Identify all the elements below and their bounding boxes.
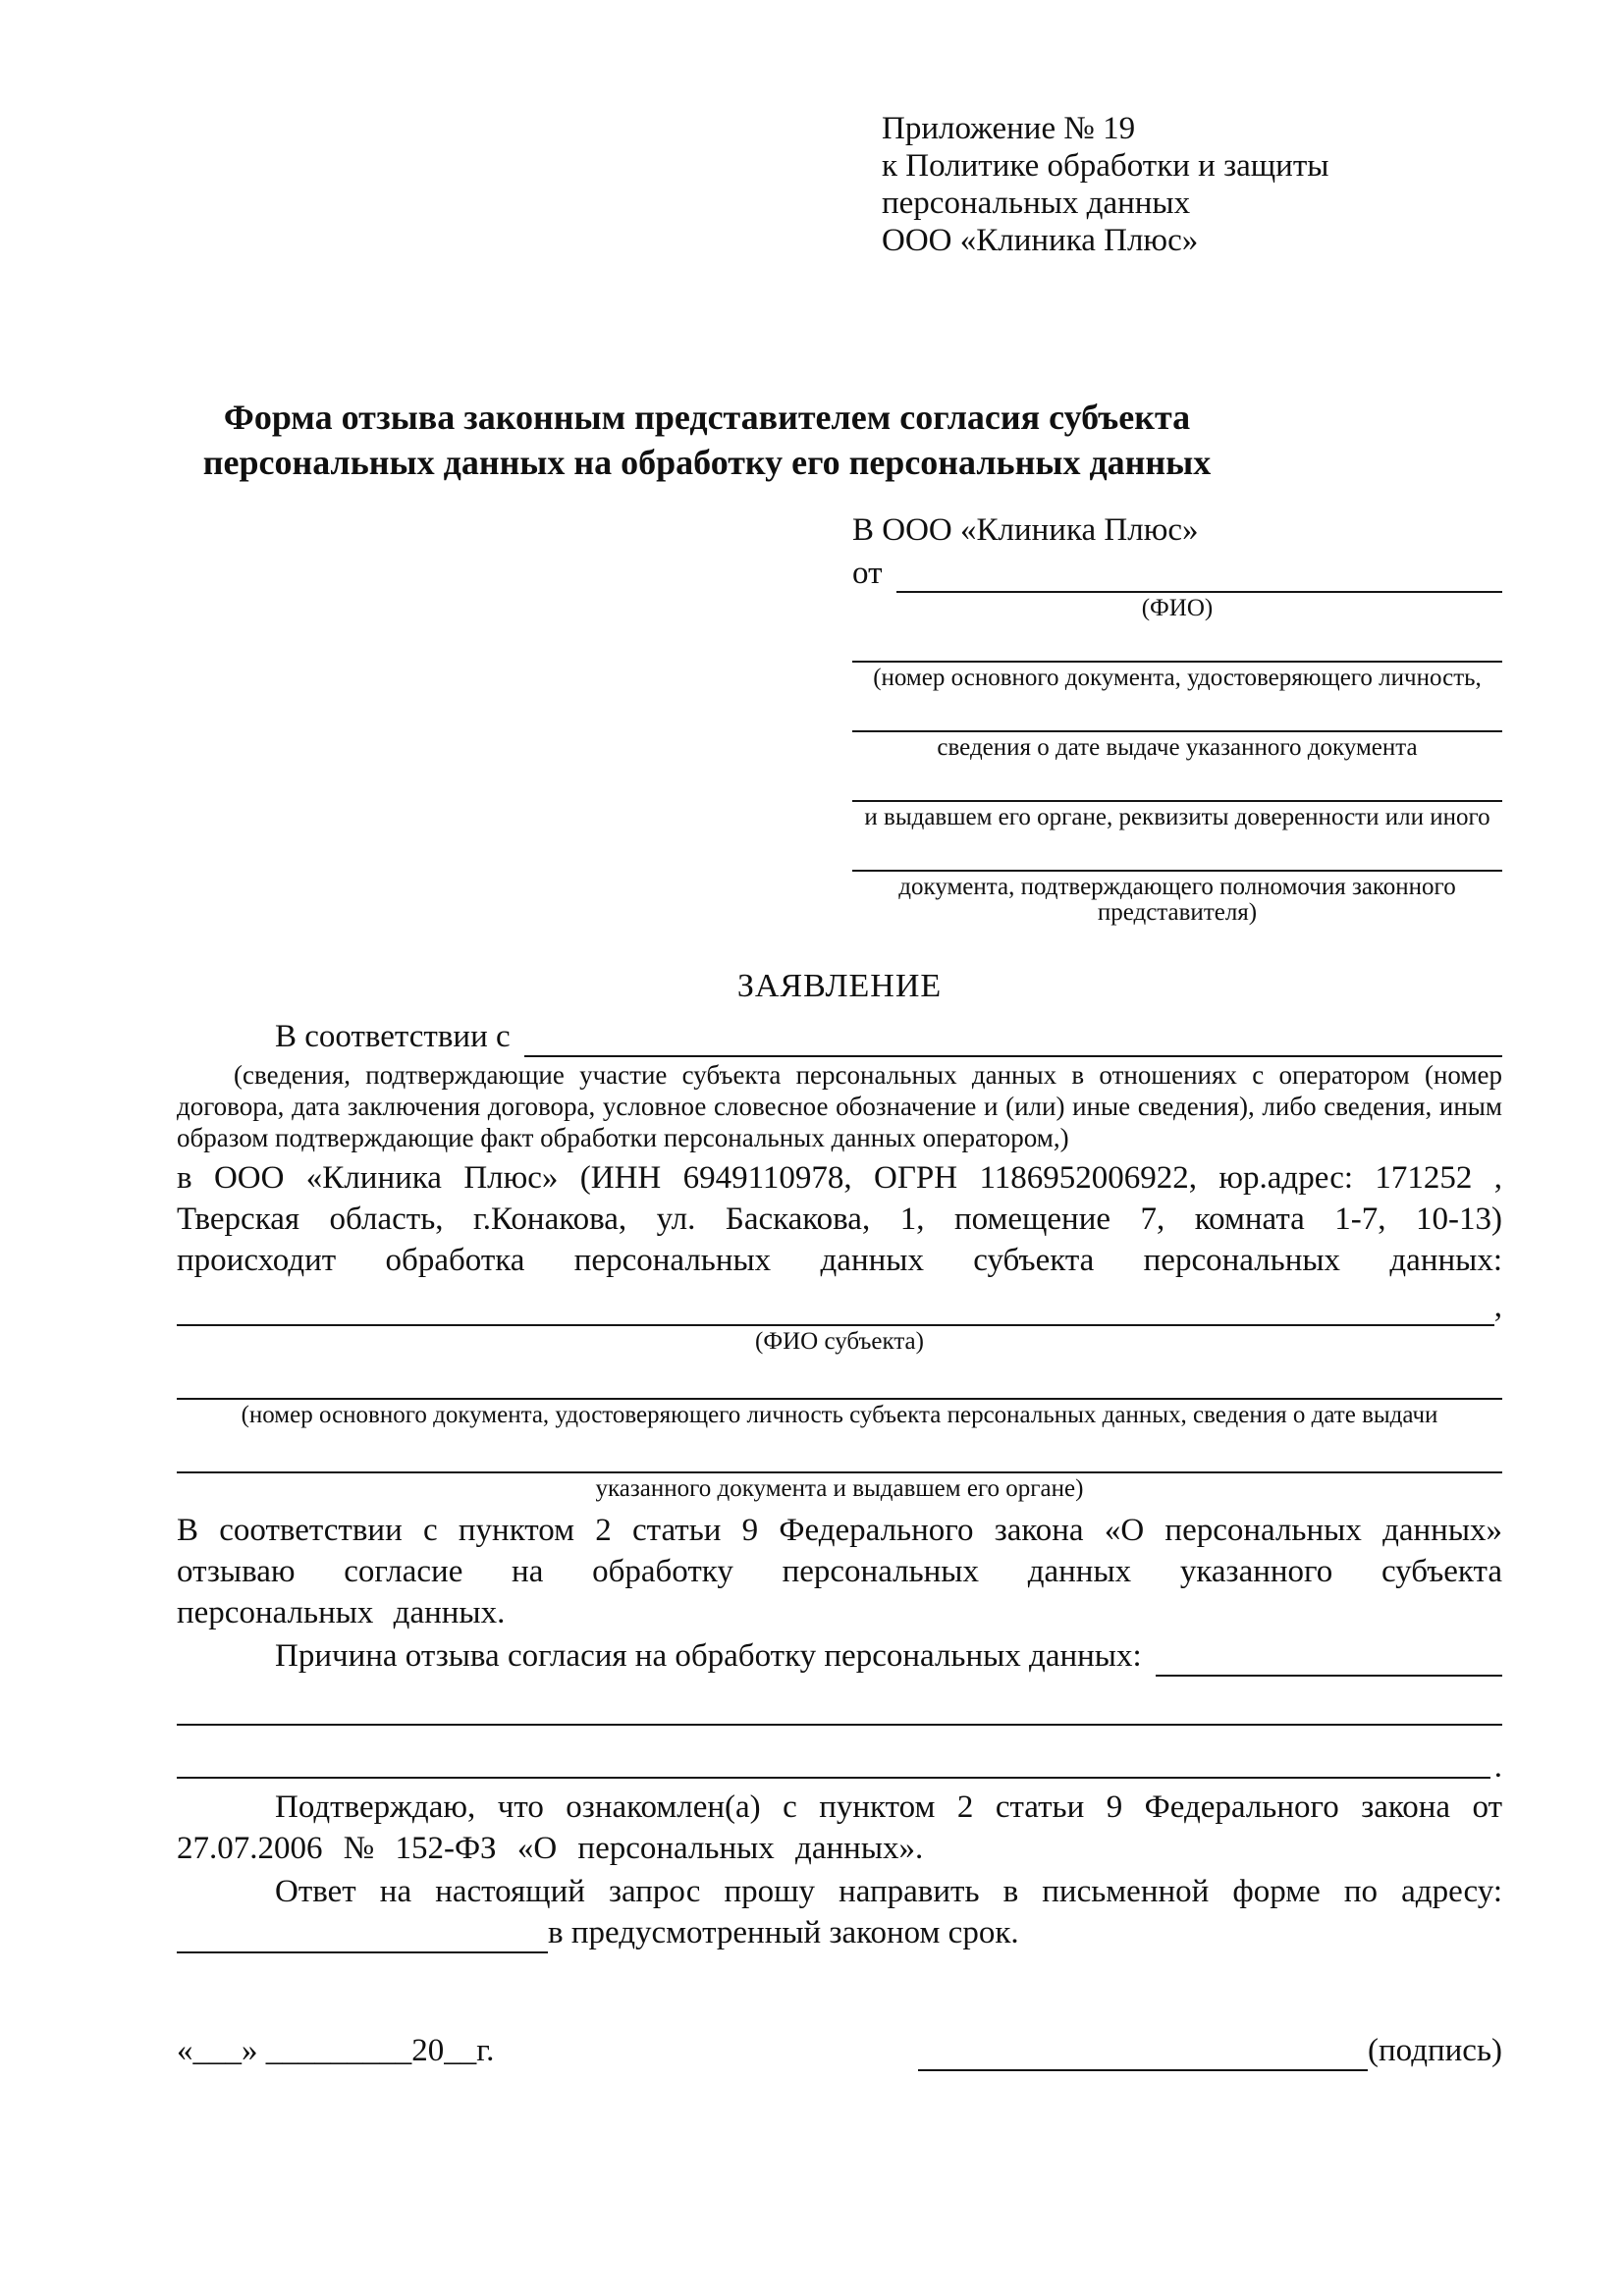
document-title: Форма отзыва законным представителем согласия субъекта персональных данных на обработку его персональных данных — [202, 398, 1212, 482]
subject-doc-authority-field[interactable] — [177, 1471, 1502, 1473]
doc-number-caption: (номер основного документа, удостоверяющего личность, — [873, 665, 1482, 691]
issue-date-caption: сведения о дате выдаче указанного документа — [937, 734, 1418, 761]
signature-group — [918, 2030, 1502, 2071]
reason-field-line-3 — [177, 1749, 1502, 1785]
doc-issue-date-field[interactable] — [852, 730, 1502, 732]
reply-paragraph: Ответ на настоящий запрос прошу направить в письменной форме по адресу: — [275, 1874, 1502, 1909]
basis-prefix: В соответствии с — [275, 1019, 511, 1054]
law-paragraph: В соответствии с пунктом 2 статьи 9 Федерального закона «О персональных данных» отзываю согласие на обработку персональных данных указанного субъекта персональных данных. — [177, 1513, 1502, 1630]
reason-field-line-3-rule[interactable] — [177, 1777, 1490, 1779]
reason-field[interactable] — [1156, 1675, 1502, 1677]
issuing-authority-caption: и выдавшем его органе, реквизиты доверенности или иного — [864, 804, 1490, 830]
reason-field-line-2[interactable] — [177, 1724, 1502, 1726]
statement-heading: ЗАЯВЛЕНИЕ — [736, 968, 943, 1004]
basis-row — [177, 1016, 1502, 1057]
basis-field[interactable] — [524, 1055, 1502, 1057]
representative-doc-number-field[interactable] — [852, 661, 1502, 663]
reason-label: Причина отзыва согласия на обработку персональных данных: — [275, 1638, 1142, 1674]
representative-fio-field[interactable] — [896, 591, 1503, 593]
subject-fio-caption: (ФИО субъекта) — [755, 1328, 924, 1355]
appendix-header-line: ООО «Клиника Плюс» — [882, 223, 1199, 258]
footer-row — [177, 2030, 1502, 2071]
appendix-header — [882, 110, 1502, 259]
reason-period: . — [1493, 1749, 1502, 1785]
subject-fio-row — [177, 1287, 1502, 1326]
from-label: от — [852, 556, 883, 591]
confirmation-paragraph: Подтверждаю, что ознакомлен(а) с пунктом 2 статьи 9 Федерального закона от 27.07.2006 № 152-ФЗ «О персональных данных». — [177, 1789, 1502, 1866]
issuing-authority-field[interactable] — [852, 800, 1502, 802]
attorney-document-caption: документа, подтверждающего полномочия законного представителя) — [898, 874, 1456, 926]
reason-row — [177, 1635, 1502, 1677]
reply-address-field[interactable] — [177, 1951, 548, 1953]
basis-note: (сведения, подтверждающие участие субъекта персональных данных в отношениях с оператором (номер договора, дата заключения договора, условное словесное обозначение и (или) иные сведения), либо сведения, иным образом подтверждающие факт обработки персональных данных оператором,) — [177, 1060, 1502, 1152]
subject-line-comma: , — [1493, 1289, 1502, 1324]
appendix-header-line: к Политике обработки и защиты — [882, 148, 1329, 184]
signature-caption: (подпись) — [1368, 2033, 1502, 2068]
subject-fio-field[interactable] — [177, 1324, 1494, 1326]
date-field[interactable]: «___» _________20__г. — [177, 2033, 495, 2068]
operator-paragraph: в ООО «Клиника Плюс» (ИНН 6949110978, ОГРН 1186952006922, юр.адрес: 171252 , Тверская область, г.Конакова, ул. Баскакова, 1, помещение 7, комната 1-7, 10-13) происходит обработка персональных данных субъекта персональных данных: — [177, 1160, 1502, 1278]
addressee-to-line: В ООО «Клиника Плюс» — [852, 512, 1199, 548]
subject-doc-caption: (номер основного документа, удостоверяющего личность субъекта персональных данных, сведения о дате выдачи — [241, 1402, 1438, 1428]
appendix-header-line: персональных данных — [882, 186, 1191, 221]
reply-address-row — [177, 1912, 1502, 1953]
subject-doc-authority-caption: указанного документа и выдавшем его органе) — [595, 1475, 1084, 1502]
subject-doc-field[interactable] — [177, 1398, 1502, 1400]
signature-field[interactable] — [918, 2069, 1368, 2071]
reply-tail: в предусмотренный законом срок. — [548, 1915, 1019, 1950]
fio-caption: (ФИО) — [1141, 595, 1214, 621]
attorney-document-field[interactable] — [852, 870, 1502, 872]
appendix-header-line: Приложение № 19 — [882, 111, 1136, 146]
addressee-from-row — [852, 554, 1502, 593]
addressee-block — [852, 510, 1502, 926]
